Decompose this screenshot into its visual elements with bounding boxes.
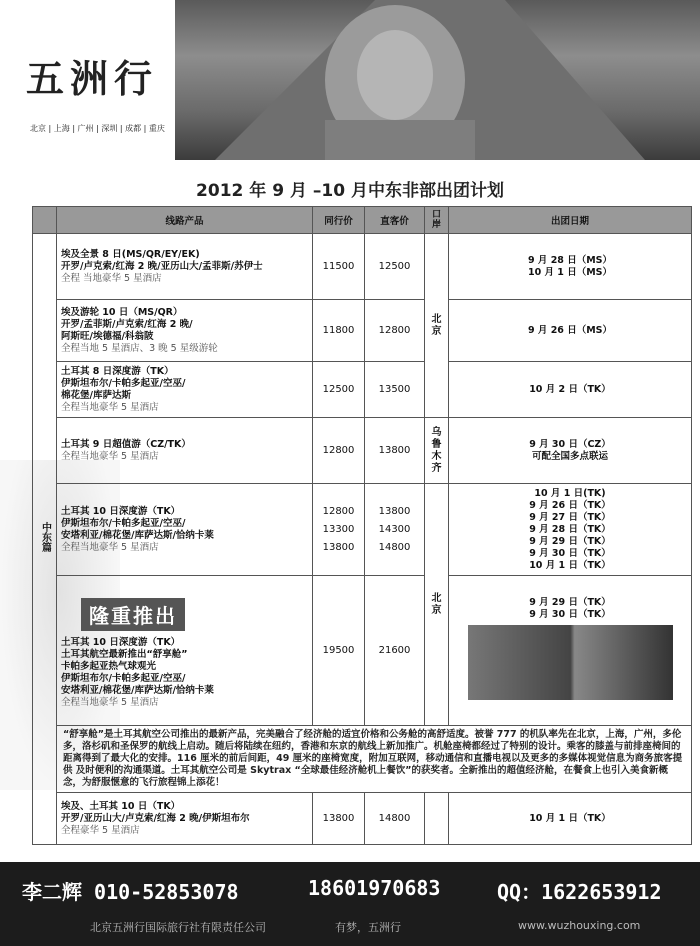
route-detail: 开罗/卢克索/红海 2 晚/亚历山大/孟菲斯/苏伊士 xyxy=(61,260,263,272)
port-beijing: 北 京 xyxy=(425,234,449,418)
departure-dates: 9 月 26 日（MS） xyxy=(449,300,692,362)
route-detail: 伊斯坦布尔/卡帕多起亚/空巫/ 棉花堡/库萨达斯 xyxy=(61,377,186,401)
contact-name: 李二辉 xyxy=(22,880,82,904)
peer-price: 11500 xyxy=(313,234,365,300)
brand-logo: 五洲行 xyxy=(26,56,159,101)
page-title: 2012 年 9 月 –10 月中东非部出团计划 xyxy=(196,181,504,201)
header-dates: 出团日期 xyxy=(449,207,692,234)
table-row xyxy=(33,418,692,484)
route-detail: 开罗/亚历山大/卢克索/红海 2 晚/伊斯坦布尔 xyxy=(61,812,250,824)
port-beijing: 北 京 xyxy=(425,484,449,726)
header-port: 口岸 xyxy=(425,207,449,234)
direct-price: 13500 xyxy=(365,362,425,418)
company-slogan: 有梦，五洲行 xyxy=(335,921,401,934)
direct-price: 13800 xyxy=(365,418,425,484)
route-cell xyxy=(57,418,313,484)
contact-qq: QQ：1622653912 xyxy=(497,880,662,904)
route-hotel: 全程当地 5 星酒店、3 晚 5 星级游轮 xyxy=(61,342,218,354)
cabin-description: “舒享舱”是土耳其航空公司推出的最新产品，完美融合了经济舱的适宜价格和公务舱的高舒适度。被誉 777 的机队率先在北京，上海，广州，多伦多，洛杉矶和圣保罗的航线上启动。随后将陆续在纽约，香港和东京的航线上新加推广。机舱座椅都经过了特别的设计。乘客的膝盖与前排座椅间的距离得到了最大化的安排。116 厘米的前后间距，49 厘米的座椅宽度，附加互联网，移动通信和直播电视以及更多的多媒体视觉信息为商务旅客提供 及时便利的沟通渠道。土耳其航空公司是 Skytrax “全球最佳经济舱机上餐饮”的获奖者。全新推出的超值经济舱，在餐食上也引入美食新概念，为舒服惬意的飞行旅程锦上添花！ xyxy=(57,726,692,793)
port-urumqi: 乌 鲁 木 齐 xyxy=(425,418,449,484)
peer-price: 19500 xyxy=(313,576,365,726)
departure-dates: 10 月 1 日（TK） xyxy=(449,793,692,845)
direct-price: 13800 14300 14800 xyxy=(365,484,425,576)
header-direct-price: 直客价 xyxy=(365,207,425,234)
route-name: 土耳其 9 日超值游（CZ/TK） xyxy=(61,438,191,450)
route-hotel: 全程 当地豪华 5 星酒店 xyxy=(61,272,162,284)
peer-price: 12500 xyxy=(313,362,365,418)
route-hotel: 全程当地豪华 5 星酒店 xyxy=(61,541,159,553)
route-detail: 伊斯坦布尔/卡帕多起亚/空巫/ 安塔利亚/棉花堡/库萨达斯/恰纳卡莱 xyxy=(61,517,214,541)
region-label: 中东篇 xyxy=(33,234,57,845)
departure-dates: 9 月 30 日（CZ） 可配全国多点联运 xyxy=(449,418,692,484)
balloon-and-cabin-photo xyxy=(468,625,673,700)
peer-price: 11800 xyxy=(313,300,365,362)
route-hotel: 全程当地豪华 5 星酒店 xyxy=(61,450,159,462)
departure-dates: 9 月 29 日（TK） 9 月 30 日（TK） xyxy=(449,576,692,726)
table-row xyxy=(33,793,692,845)
route-detail: 土耳其航空最新推出“舒享舱” 卡帕多起亚热气球观光 伊斯坦布尔/卡帕多起亚/空巫/ 安塔利亚/棉花堡/库萨达斯/恰纳卡莱 xyxy=(61,649,214,696)
tour-plan-table xyxy=(32,206,692,845)
departure-dates: 10 月 2 日（TK） xyxy=(449,362,692,418)
route-name: 埃及游轮 10 日（MS/QR） xyxy=(61,306,183,318)
contact-line xyxy=(22,876,239,905)
route-hotel: 全程豪华 5 星酒店 xyxy=(61,824,140,836)
table-row xyxy=(33,300,692,362)
company-name: 北京五洲行国际旅行社有限责任公司 xyxy=(90,921,266,934)
header-route: 线路产品 xyxy=(57,207,313,234)
route-cell xyxy=(57,234,313,300)
route-hotel: 全程当地豪华 5 星酒店 xyxy=(61,697,159,708)
peer-price: 12800 xyxy=(313,418,365,484)
route-name: 埃及全景 8 日(MS/QR/EY/EK) xyxy=(61,248,200,260)
promo-banner: 隆重推出 xyxy=(81,598,185,631)
pyramid-graphic xyxy=(175,0,700,160)
route-cell xyxy=(57,362,313,418)
peer-price: 13800 xyxy=(313,793,365,845)
route-name: 埃及、土耳其 10 日（TK） xyxy=(61,800,181,812)
route-cell xyxy=(57,300,313,362)
route-cell xyxy=(57,793,313,845)
table-row xyxy=(33,234,692,300)
header-peer-price: 同行价 xyxy=(313,207,365,234)
departure-dates: 9 月 28 日（MS） 10 月 1 日（MS） xyxy=(449,234,692,300)
header-banner xyxy=(0,0,700,160)
peer-price: 12800 13300 13800 xyxy=(313,484,365,576)
company-website[interactable]: www.wuzhouxing.com xyxy=(518,919,641,932)
table-row xyxy=(33,576,692,726)
departure-dates: 10 月 1 日(TK) 9 月 26 日（TK） 9 月 27 日（TK） 9 月 28 日（TK） 9 月 29 日（TK） 9 月 30 日（TK） 10 月 1 日（TK） xyxy=(449,484,692,576)
direct-price: 12500 xyxy=(365,234,425,300)
brand-cities: 北京 | 上海 | 广州 | 深圳 | 成都 | 重庆 xyxy=(30,124,165,133)
direct-price: 12800 xyxy=(365,300,425,362)
sphinx-photo xyxy=(175,0,700,160)
route-cell xyxy=(57,576,313,726)
table-row xyxy=(33,362,692,418)
route-name: 土耳其 8 日深度游（TK） xyxy=(61,365,174,377)
direct-price: 14800 xyxy=(365,793,425,845)
route-cell xyxy=(57,484,313,576)
contact-phone: 010-52853078 xyxy=(94,880,239,904)
header-blank xyxy=(33,207,57,234)
route-name: 土耳其 10 日深度游（TK） xyxy=(61,637,181,648)
route-name: 土耳其 10 日深度游（TK） xyxy=(61,505,181,517)
direct-price: 21600 xyxy=(365,576,425,726)
contact-mobile: 18601970683 xyxy=(308,876,441,900)
port-empty xyxy=(425,793,449,845)
table-row xyxy=(33,726,692,793)
table-row xyxy=(33,484,692,576)
route-detail: 开罗/孟菲斯/卢克索/红海 2 晚/ 阿斯旺/埃德福/科翁陂 xyxy=(61,318,193,342)
route-hotel: 全程当地豪华 5 星酒店 xyxy=(61,401,159,413)
table-header-row xyxy=(33,207,692,234)
